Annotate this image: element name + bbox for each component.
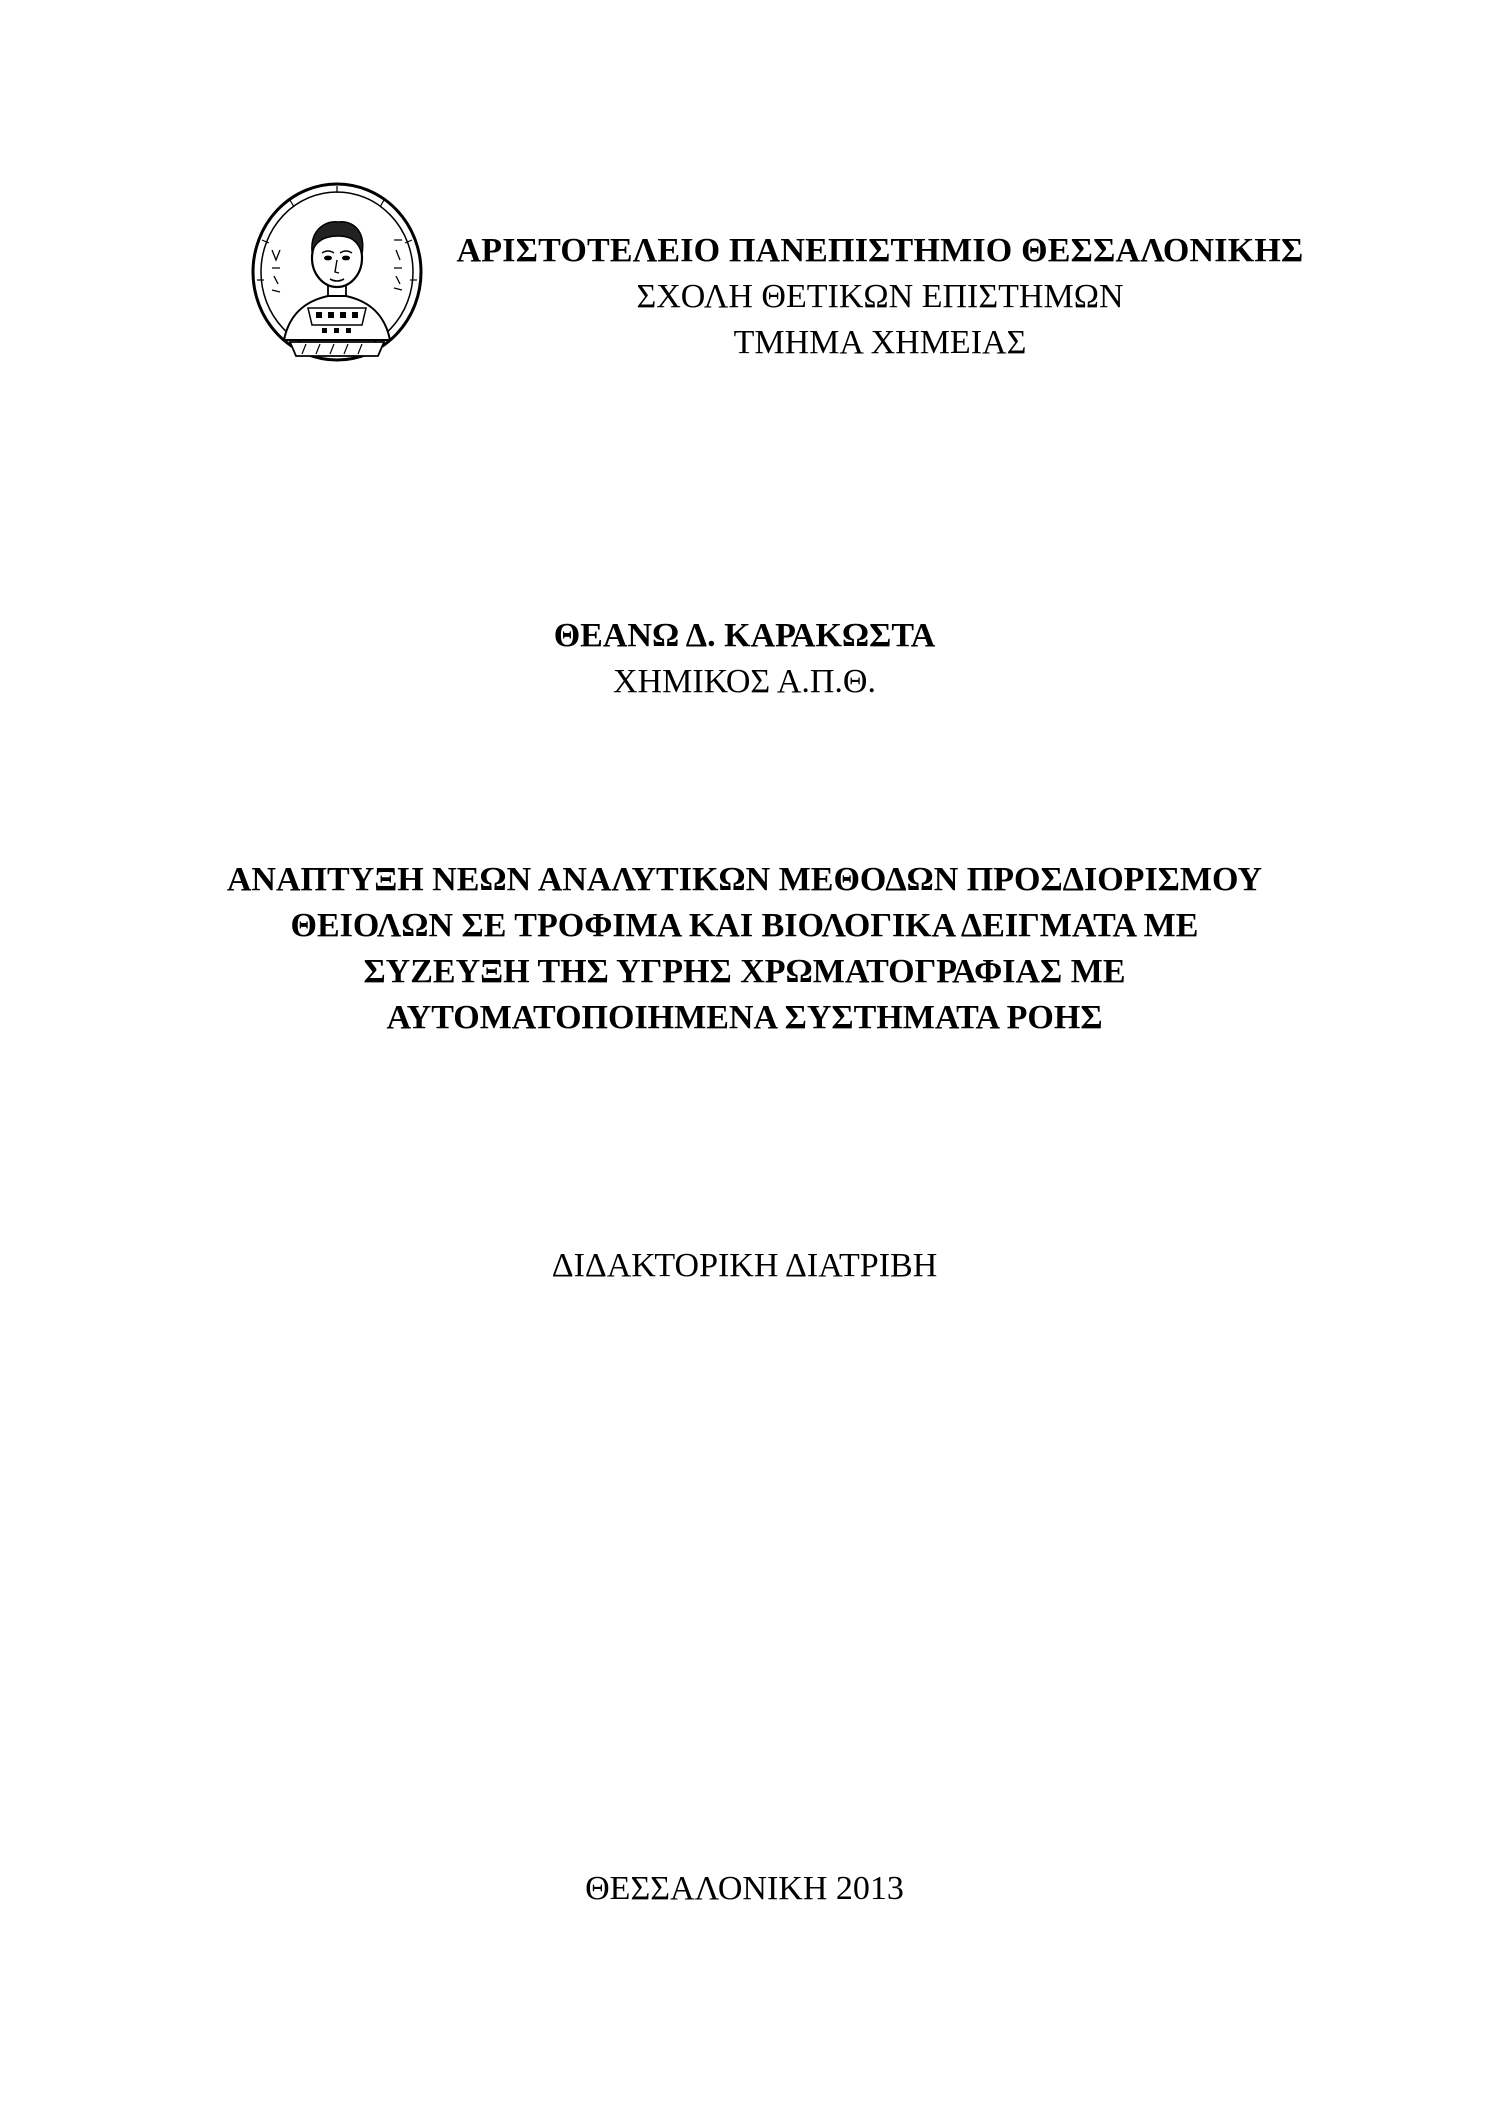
author-block — [0, 613, 1489, 705]
institution-header — [430, 228, 1330, 366]
author-qualification: ΧΗΜΙΚΟΣ Α.Π.Θ. — [612, 663, 876, 700]
department-name: ΤΜΗΜΑ ΧΗΜΕΙΑΣ — [733, 324, 1027, 361]
thesis-title-line: ΘΕΙΟΛΩΝ ΣΕ ΤΡΟΦΙΜΑ ΚΑΙ ΒΙΟΛΟΓΙΚΑ ΔΕΙΓΜΑΤΑ ΜΕ — [290, 907, 1199, 944]
thesis-title-line: ΑΥΤΟΜΑΤΟΠΟΙΗΜΕΝΑ ΣΥΣΤΗΜΑΤΑ ΡΟΗΣ — [386, 999, 1103, 1036]
university-name: ΑΡΙΣΤΟΤΕΛΕΙΟ ΠΑΝΕΠΙΣΤΗΜΙΟ ΘΕΣΣΑΛΟΝΙΚΗΣ — [456, 232, 1304, 269]
aristotle-university-seal-icon — [250, 180, 425, 376]
document-type: ΔΙΔΑΚΤΟΡΙΚΗ ΔΙΑΤΡΙΒΗ — [551, 1247, 938, 1284]
thesis-title-line: ΣΥΖΕΥΞΗ ΤΗΣ ΥΓΡΗΣ ΧΡΩΜΑΤΟΓΡΑΦΙΑΣ ΜΕ — [363, 953, 1126, 990]
thesis-title-line: ΑΝΑΠΤΥΞΗ ΝΕΩΝ ΑΝΑΛΥΤΙΚΩΝ ΜΕΘΟΔΩΝ ΠΡΟΣΔΙΟΡΙΣΜΟΥ — [226, 861, 1263, 898]
place-and-year: ΘΕΣΣΑΛΟΝΙΚΗ 2013 — [585, 1870, 904, 1907]
thesis-title — [150, 857, 1339, 1041]
school-name: ΣΧΟΛΗ ΘΕΤΙΚΩΝ ΕΠΙΣΤΗΜΩΝ — [636, 278, 1124, 315]
author-name: ΘΕΑΝΩ Δ. ΚΑΡΑΚΩΣΤΑ — [553, 617, 936, 654]
